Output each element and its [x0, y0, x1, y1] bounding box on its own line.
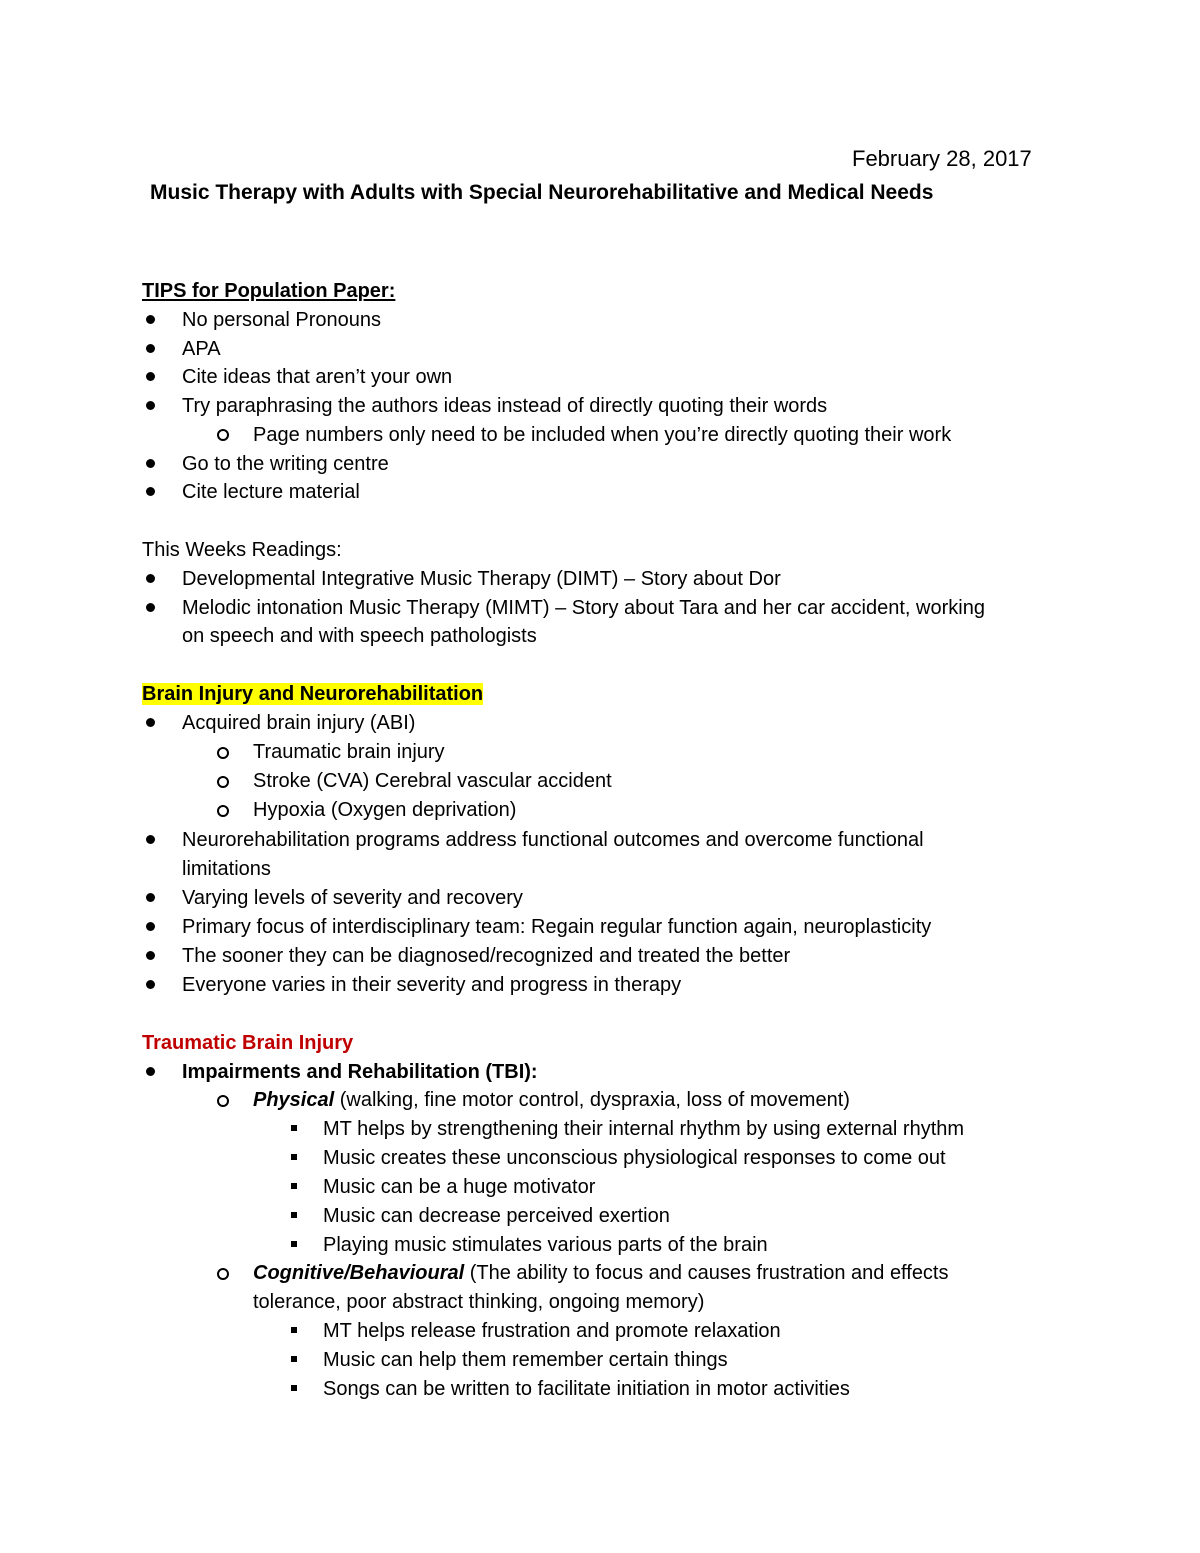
square-bullet-icon	[291, 1212, 297, 1218]
tbi-heading: Traumatic Brain Injury	[142, 1032, 354, 1054]
abi-sub-item: Stroke (CVA) Cerebral vascular accident	[253, 770, 612, 792]
tips-item: APA	[182, 338, 221, 360]
bullet-icon	[146, 893, 155, 902]
sub-bullet-icon	[217, 776, 229, 788]
tips-item: No personal Pronouns	[182, 309, 382, 331]
square-bullet-icon	[291, 1154, 297, 1160]
bullet-icon	[146, 315, 155, 324]
bullet-icon	[146, 1067, 155, 1076]
sub-bullet-icon	[217, 805, 229, 817]
bullet-icon	[146, 487, 155, 496]
abi-item: Acquired brain injury (ABI)	[182, 712, 416, 734]
bullet-icon	[146, 603, 155, 612]
neuro-item-continued: limitations	[182, 858, 271, 880]
readings-item: Melodic intonation Music Therapy (MIMT) – Story about Tara and her car accident, working	[182, 597, 985, 619]
cognitive-sub-item: Music can help them remember certain things	[323, 1349, 728, 1371]
tips-item: Cite lecture material	[182, 481, 360, 503]
document-date: February 28, 2017	[852, 146, 1032, 171]
bullet-icon	[146, 980, 155, 989]
cognitive-item: Cognitive/Behavioural (The ability to focus and causes frustration and effects	[253, 1262, 949, 1284]
cognitive-item-continued: tolerance, poor abstract thinking, ongoing memory)	[253, 1291, 705, 1313]
square-bullet-icon	[291, 1356, 297, 1362]
readings-item-continued: on speech and with speech pathologists	[182, 625, 537, 647]
physical-sub-item: Music creates these unconscious physiological responses to come out	[323, 1147, 946, 1169]
physical-item: Physical (walking, fine motor control, dyspraxia, loss of movement)	[253, 1089, 850, 1111]
physical-sub-item: Music can decrease perceived exertion	[323, 1205, 670, 1227]
tips-item: Cite ideas that aren’t your own	[182, 366, 453, 388]
cognitive-sub-item: Songs can be written to facilitate initiation in motor activities	[323, 1378, 850, 1400]
physical-sub-item: MT helps by strengthening their internal rhythm by using external rhythm	[323, 1118, 965, 1140]
brain-injury-item: Everyone varies in their severity and progress in therapy	[182, 974, 682, 996]
bullet-icon	[146, 951, 155, 960]
bullet-icon	[146, 372, 155, 381]
bullet-icon	[146, 344, 155, 353]
tips-item: Go to the writing centre	[182, 453, 389, 475]
bullet-icon	[146, 922, 155, 931]
tips-sub-item: Page numbers only need to be included when you’re directly quoting their work	[253, 424, 952, 446]
bullet-icon	[146, 459, 155, 468]
sub-bullet-icon	[217, 429, 229, 441]
sub-bullet-icon	[217, 747, 229, 759]
readings-heading: This Weeks Readings:	[142, 539, 342, 561]
physical-sub-item: Playing music stimulates various parts of the brain	[323, 1234, 768, 1256]
bullet-icon	[146, 401, 155, 410]
square-bullet-icon	[291, 1125, 297, 1131]
brain-injury-item: Primary focus of interdisciplinary team: Regain regular function again, neuroplasticity	[182, 916, 932, 938]
sub-bullet-icon	[217, 1095, 229, 1107]
tips-heading: TIPS for Population Paper:	[142, 280, 396, 302]
cognitive-sub-item: MT helps release frustration and promote relaxation	[323, 1320, 781, 1342]
neuro-item: Neurorehabilitation programs address functional outcomes and overcome functional	[182, 829, 924, 851]
sub-bullet-icon	[217, 1268, 229, 1280]
square-bullet-icon	[291, 1183, 297, 1189]
abi-sub-item: Hypoxia (Oxygen deprivation)	[253, 799, 517, 821]
brain-injury-heading: Brain Injury and Neurorehabilitation	[142, 683, 484, 705]
physical-sub-item: Music can be a huge motivator	[323, 1176, 596, 1198]
readings-item: Developmental Integrative Music Therapy (DIMT) – Story about Dor	[182, 568, 781, 590]
impairments-item: Impairments and Rehabilitation (TBI):	[182, 1061, 538, 1083]
brain-injury-item: Varying levels of severity and recovery	[182, 887, 523, 909]
square-bullet-icon	[291, 1385, 297, 1391]
bullet-icon	[146, 835, 155, 844]
brain-injury-item: The sooner they can be diagnosed/recognized and treated the better	[182, 945, 791, 967]
document-title: Music Therapy with Adults with Special Neurorehabilitative and Medical Needs	[150, 181, 934, 204]
abi-sub-item: Traumatic brain injury	[253, 741, 445, 763]
tips-item: Try paraphrasing the authors ideas instead of directly quoting their words	[182, 395, 828, 417]
bullet-icon	[146, 718, 155, 727]
square-bullet-icon	[291, 1241, 297, 1247]
bullet-icon	[146, 574, 155, 583]
square-bullet-icon	[291, 1327, 297, 1333]
